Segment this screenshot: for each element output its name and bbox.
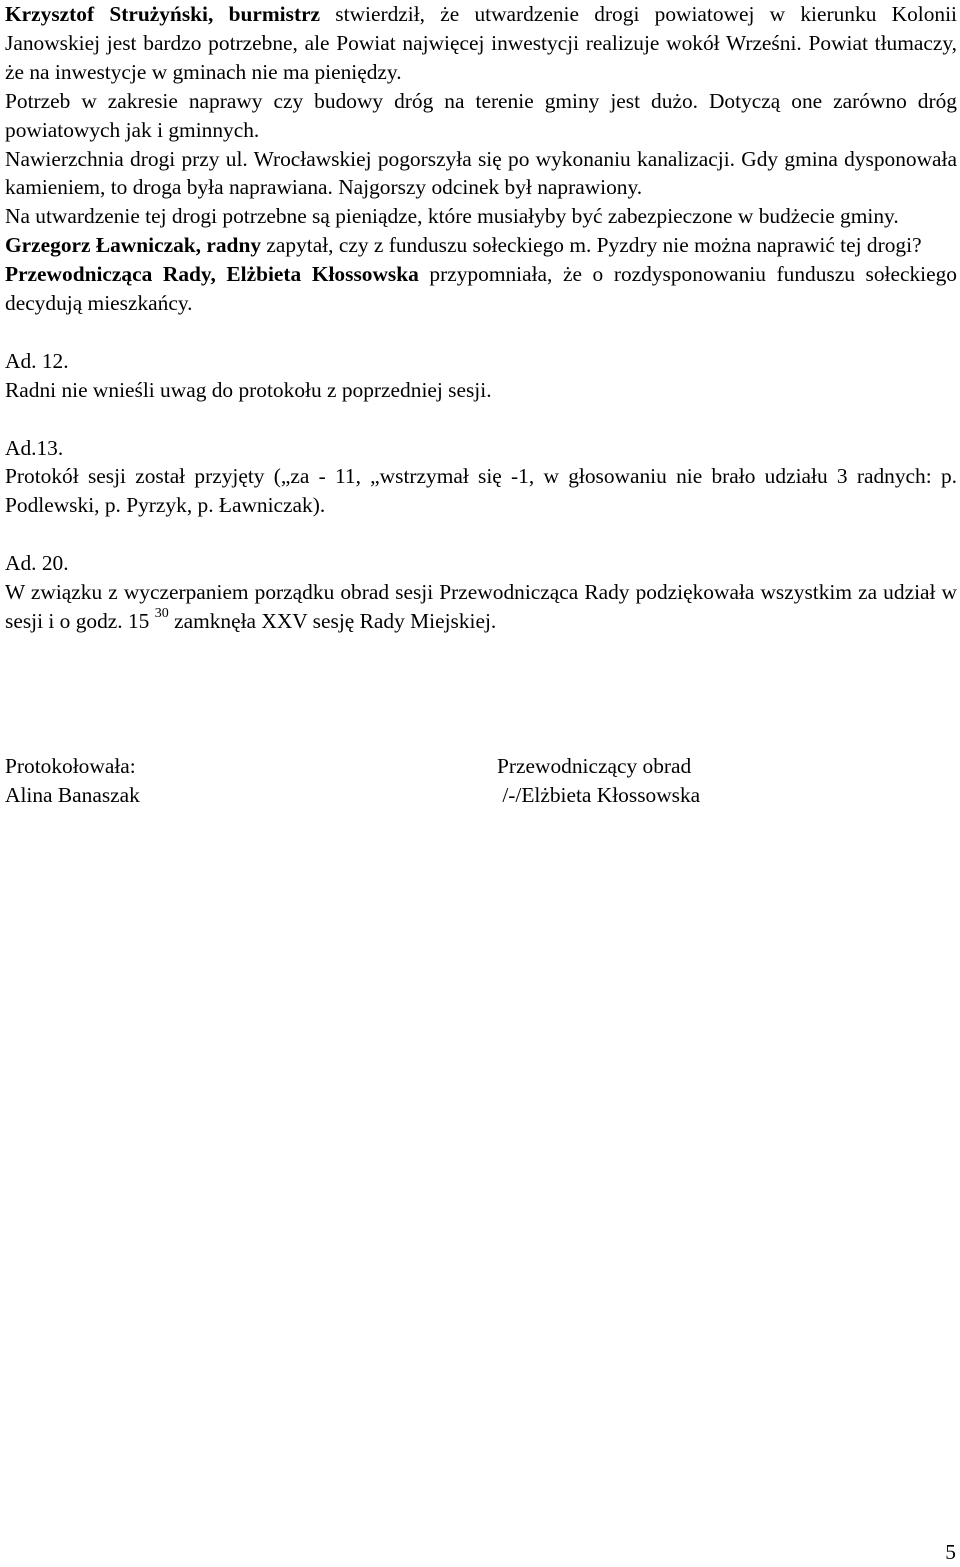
section-text-ad20 [5,578,957,636]
speaker-name: Przewodnicząca Rady, Elżbieta Kłossowska [5,262,419,287]
closing-text: W związku z wyczerpaniem porządku obrad sesji Przewodnicząca Rady podziękowała wszystkim za udział w sesji i o godz. 15 [5,580,957,633]
spacer [5,405,957,434]
spacer [5,318,957,347]
time-minutes-superscript: 30 [154,605,169,621]
paragraph-road-needs [5,87,957,145]
paragraph-strużyński [5,0,957,87]
section-heading-ad12: Ad. 12. [5,348,69,373]
paragraph-text: Potrzeb w zakresie naprawy czy budowy dróg na terenie gminy jest dużo. Dotyczą one zarówno dróg powiatowych jak i gminnych. [5,88,957,142]
section-heading-ad13: Ad.13. [5,435,64,460]
paragraph-text: stwierdził, że utwardzenie drogi powiatowej w kierunku Kolonii Janowskiej jest bardzo potrzebne, ale Powiat najwięcej inwestycji realizuje wokół Wrześni. Powiat tłumaczy, że na inwestycje w gminach nie ma pieniędzy. [5,2,957,84]
paragraph-text: Na utwardzenie tej drogi potrzebne są pieniądze, które musiałyby być zabezpieczone w budżecie gminy. [5,204,899,229]
spacer [5,520,957,549]
closing-text: zamknęła XXV sesję Rady Miejskiej. [168,608,497,633]
document-body [5,0,957,636]
paragraph-text: przypomniała, że o rozdysponowaniu funduszu sołeckiego decydują mieszkańcy. [5,262,957,316]
paragraph-wroclawska-street [5,145,957,203]
paragraph-budget [5,202,957,231]
section-heading-ad20: Ad. 20. [5,551,69,576]
paragraph-text: Nawierzchnia drogi przy ul. Wrocławskiej pogorszyła się po wykonaniu kanalizacji. Gdy gmina dysponowała kamieniem, to droga była naprawiana. Najgorszy odcinek był naprawiony. [5,146,957,200]
signature-label: Przewodniczący obrad [497,754,692,778]
paragraph-ławniczak [5,231,957,260]
signature-name: Alina Banaszak [5,782,140,807]
speaker-name: Grzegorz Ławniczak, radny [5,233,262,258]
signature-name: /-/Elżbieta Kłossowska [497,782,701,807]
page-number: 5 [945,1540,956,1564]
signature-recorder [5,752,140,810]
section-text-ad13: Protokół sesji został przyjęty („za - 11, „wstrzymał się -1, w głosowaniu nie brało udziału 3 radnych: p. Podlewski, p. Pyrzyk, p. Ławniczak). [5,464,957,518]
section-text-ad12: Radni nie wnieśli uwag do protokołu z poprzedniej sesji. [5,377,492,402]
paragraph-kłossowska [5,260,957,318]
signature-label: Protokołowała: [5,754,136,778]
speaker-name: Krzysztof Strużyński, burmistrz [5,2,321,26]
paragraph-text: zapytał, czy z funduszu sołeckiego m. Pyzdry nie można naprawić tej drogi? [261,233,922,258]
signature-chair [497,752,700,810]
